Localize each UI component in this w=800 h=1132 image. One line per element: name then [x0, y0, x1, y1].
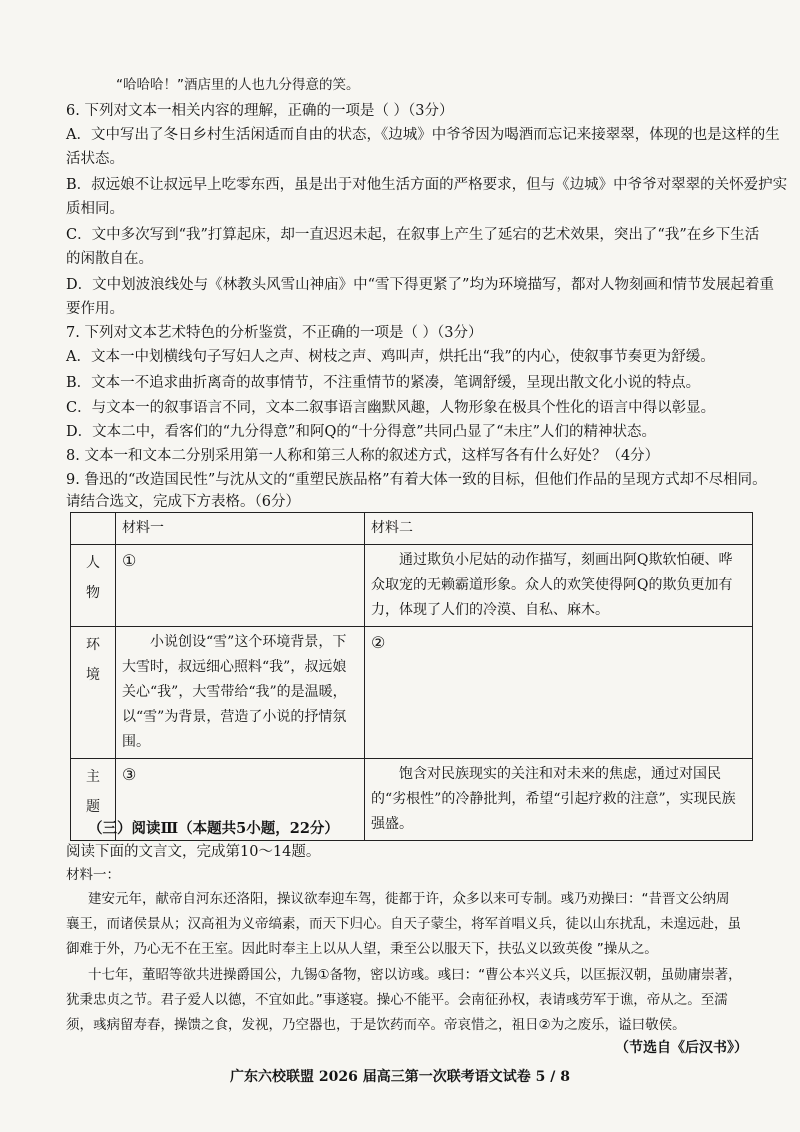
row-head-char-1: 主 [86, 769, 100, 785]
q6-option-a: A．文中写出了冬日乡村生活闲适而自由的状态，《边城》中爷爷因为喝酒而忘记来接翠翠，体现的也是这样的生 [66, 127, 780, 143]
q8-stem: 8. 文本一和文本二分别采用第一人称和第三人称的叙述方式，这样写各有什么好处？（4分） [66, 448, 660, 464]
row-head-char-1: 人 [86, 555, 100, 571]
q7-stem: 7. 下列对文本艺术特色的分析鉴赏，不正确的一项是（ ）（3分） [66, 325, 483, 341]
page-footer: 广东六校联盟 2026 届高三第一次联考语文试卷 5 / 8 [230, 1069, 570, 1085]
table-header-material-2: 材料二 [365, 513, 753, 545]
row-head-char-1: 环 [86, 637, 100, 653]
passage-p1-line-1: 建安元年，献帝自河东还洛阳，操议欲奉迎车驾，徙都于许，众多以来可专制。彧乃劝操曰：“昔晋文公纳周 [88, 891, 730, 907]
table-row-environment [71, 627, 753, 759]
q6-option-d-cont: 要作用。 [66, 301, 124, 317]
passage-p1-line-3: 御难于外，乃心无不在王室。因此时奉主上以从人望，秉至公以服天下，扶弘义以致英俊 ”操从之。 [66, 941, 658, 957]
q6-option-b-cont: 质相同。 [66, 201, 124, 217]
q9-instruction: 请结合选文，完成下方表格。（6分） [66, 494, 300, 510]
cell-theme-material-1[interactable]: ③ [116, 759, 365, 841]
q6-option-a-cont: 活状态。 [66, 151, 124, 167]
section-3-title: （三）阅读Ⅲ（本题共5小题，22分） [88, 820, 339, 837]
q6-stem: 6. 下列对文本一相关内容的理解，正确的一项是（ ）（3分） [66, 103, 454, 119]
q6-option-c: C．文中多次写到“我”打算起床，却一直迟迟未起，在叙事上产生了延宕的艺术效果，突出了“我”在乡下生活 [66, 227, 760, 243]
table-corner-cell [71, 513, 116, 545]
q6-option-b: B．叔远娘不让叔远早上吃零东西，虽是出于对他生活方面的严格要求，但与《边城》中爷爷对翠翠的关怀爱护实 [66, 177, 788, 193]
q6-option-c-cont: 的闲散自在。 [66, 251, 153, 267]
table-header-row [71, 513, 753, 545]
row-head-char-2: 境 [86, 667, 100, 683]
cell-environment-material-2[interactable]: ② [365, 627, 753, 759]
passage-p2-line-1: 十七年，董昭等欲共进操爵国公，九锡①备物，密以访彧。彧曰：“曹公本兴义兵，以匡振汉朝，虽勋庸崇著， [88, 967, 742, 983]
q7-option-c: C．与文本一的叙事语言不同，文本二叙事语言幽默风趣，人物形象在极具个性化的语言中得以彰显。 [66, 400, 716, 416]
cell-character-material-2: 通过欺负小尼姑的动作描写，刻画出阿Q欺软怕硬、哗众取宠的无赖霸道形象。众人的欢笑使得阿Q的欺负更加有力，体现了人们的冷漠、自私、麻木。 [365, 545, 753, 627]
passage-p2-line-2: 犹秉忠贞之节。君子爱人以德，不宜如此。”事遂寝。操心不能平。会南征孙权，表请彧劳军于谯，帝从之。至濡 [66, 992, 728, 1008]
q7-option-a: A．文本一中划横线句子写妇人之声、树枝之声、鸡叫声，烘托出“我”的内心，使叙事节奏更为舒缓。 [66, 349, 715, 365]
section-3-instruction: 阅读下面的文言文，完成第10～14题。 [66, 844, 321, 860]
material-1-label: 材料一： [66, 867, 120, 883]
row-head-character [71, 545, 116, 627]
table-header-material-1: 材料一 [116, 513, 365, 545]
q6-option-d: D．文中划波浪线处与《林教头风雪山神庙》中“雪下得更紧了”均为环境描写，都对人物刻画和情节发展起着重 [66, 277, 774, 293]
row-head-environment [71, 627, 116, 759]
cell-theme-material-2: 饱含对民族现实的关注和对未来的焦虑，通过对国民的“劣根性”的冷静批判，希望“引起疗救的注意”，实现民族强盛。 [365, 759, 753, 841]
row-head-char-2: 物 [86, 585, 100, 601]
answer-table [70, 512, 753, 841]
passage-source: （节选自《后汉书》） [615, 1040, 748, 1056]
intro-line: “哈哈哈！”酒店里的人也九分得意的笑。 [116, 77, 360, 93]
q9-stem: 9. 鲁迅的“改造国民性”与沈从文的“重塑民族品格”有着大体一致的目标，但他们作品的呈现方式却不尽相同。 [66, 472, 767, 488]
table-row-character [71, 545, 753, 627]
cell-environment-material-1: 小说创设“雪”这个环境背景，下大雪时，叔远细心照料“我”，叔远娘关心“我”，大雪带给“我”的是温暖，以“雪”为背景，营造了小说的抒情氛围。 [116, 627, 365, 759]
row-head-char-2: 题 [86, 799, 100, 815]
passage-p1-line-2: 襄王，而诸侯景从；汉高祖为义帝缟素，而天下归心。自天子蒙尘，将军首唱义兵，徒以山东扰乱，未遑远赴，虽 [66, 916, 741, 932]
q7-option-d: D．文本二中，看客们的“九分得意”和阿Q的“十分得意”共同凸显了“未庄”人们的精神状态。 [66, 424, 656, 440]
q7-option-b: B．文本一不追求曲折离奇的故事情节，不注重情节的紧凑，笔调舒缓，呈现出散文化小说的特点。 [66, 375, 701, 391]
passage-p2-line-3: 须，彧病留寿春，操馈之食，发视，乃空器也，于是饮药而卒。帝哀惜之，祖日②为之废乐，谥曰敬侯。 [66, 1017, 686, 1033]
cell-character-material-1[interactable]: ① [116, 545, 365, 627]
